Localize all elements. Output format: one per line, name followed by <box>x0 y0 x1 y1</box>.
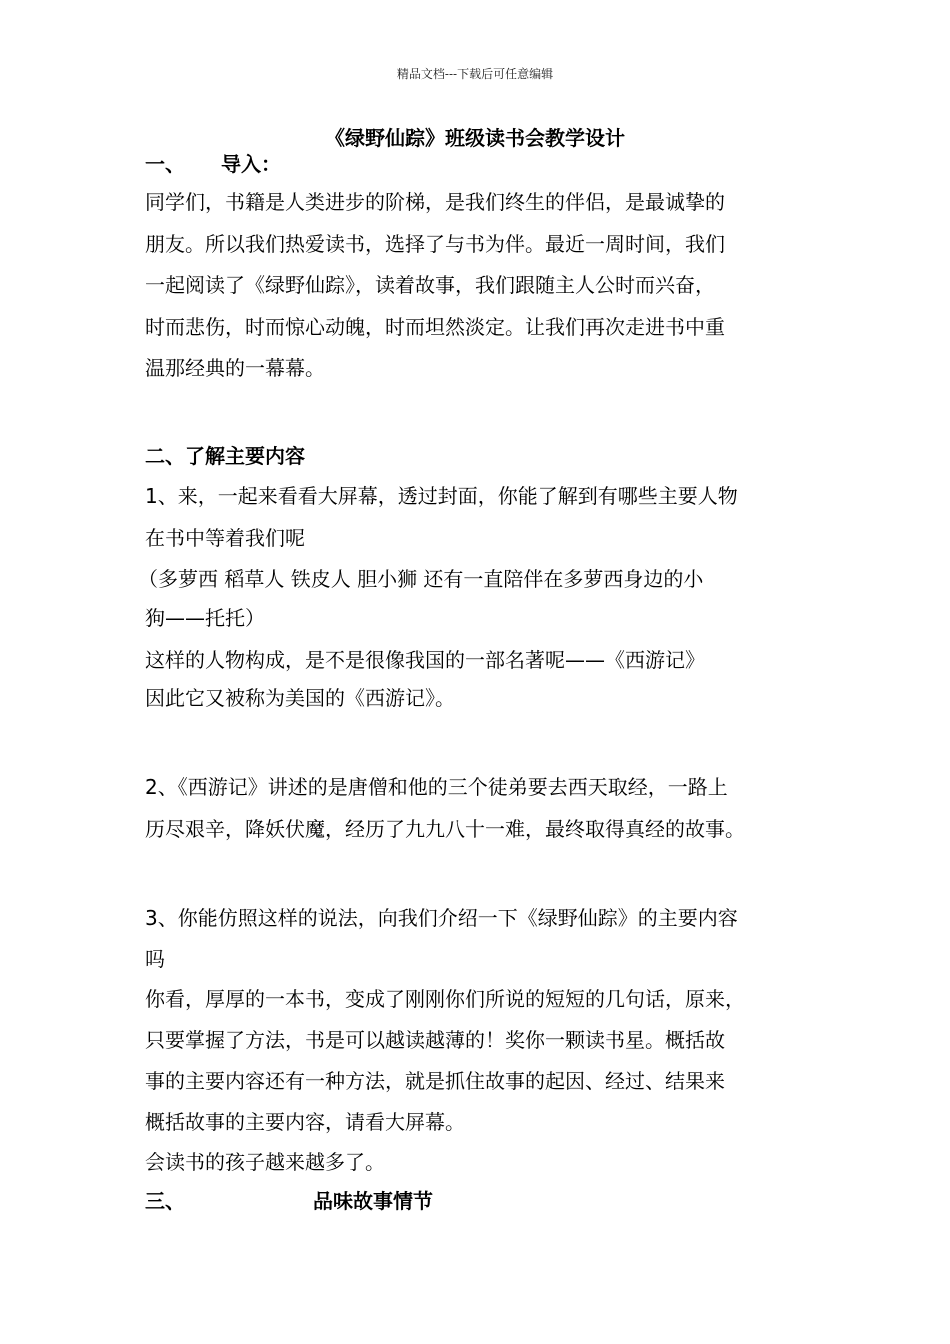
section-2-item-3-line: 事的主要内容还有一种方法，就是抓住故事的起因、经过、结果来 <box>145 1069 725 1093</box>
section-2-character-list-line: 狗——托托） <box>145 606 265 630</box>
section-1-paragraph-line: 同学们，书籍是人类进步的阶梯，是我们终生的伴侣，是最诚挚的 <box>145 190 725 214</box>
section-3-number: 三、 <box>145 1189 185 1213</box>
section-2-item-1-line: 1、来，一起来看看大屏幕，透过封面，你能了解到有哪些主要人物 <box>145 484 738 508</box>
section-2-item-3-line: 3、你能仿照这样的说法，向我们介绍一下《绿野仙踪》的主要内容 <box>145 906 738 930</box>
section-2-item-3-line: 会读书的孩子越来越多了。 <box>145 1150 385 1174</box>
document-title: 《绿野仙踪》班级读书会教学设计 <box>325 126 625 150</box>
section-2-item-2-line: 2、《西游记》讲述的是唐僧和他的三个徒弟要去西天取经，一路上 <box>145 775 728 799</box>
section-2-heading: 二、了解主要内容 <box>145 444 305 468</box>
section-2-item-3-line: 只要掌握了方法，书是可以越读越薄的！奖你一颗读书星。概括故 <box>145 1028 725 1052</box>
section-2-item-2-line: 历尽艰辛，降妖伏魔，经历了九九八十一难，最终取得真经的故事。 <box>145 817 745 841</box>
page-header-watermark: 精品文档---下载后可任意编辑 <box>396 67 554 81</box>
section-2-item-3-line: 吗 <box>145 947 165 971</box>
section-2-character-list-line: （多萝西 稻草人 铁皮人 胆小狮 还有一直陪伴在多萝西身边的小 <box>138 567 704 591</box>
section-1-paragraph-line: 时而悲伤，时而惊心动魄，时而坦然淡定。让我们再次走进书中重 <box>145 315 725 339</box>
section-1-title: 导入： <box>221 152 281 176</box>
section-1-number: 一、 <box>145 152 185 176</box>
section-1-paragraph-line: 朋友。所以我们热爱读书，选择了与书为伴。最近一周时间，我们 <box>145 232 725 256</box>
section-1-heading <box>145 150 281 178</box>
section-1-paragraph-line: 一起阅读了《绿野仙踪》，读着故事，我们跟随主人公时而兴奋， <box>145 273 715 297</box>
section-3-title: 品味故事情节 <box>313 1189 433 1213</box>
section-2-item-1-line: 在书中等着我们呢 <box>145 526 305 550</box>
section-2-item-1-line: 因此它又被称为美国的《西游记》。 <box>145 686 455 710</box>
section-2-item-3-line: 你看，厚厚的一本书，变成了刚刚你们所说的短短的几句话，原来， <box>145 987 745 1011</box>
section-3-heading <box>145 1187 433 1215</box>
section-1-paragraph-line: 温那经典的一幕幕。 <box>145 356 325 380</box>
section-2-item-3-line: 概括故事的主要内容，请看大屏幕。 <box>145 1110 465 1134</box>
section-2-item-1-line: 这样的人物构成，是不是很像我国的一部名著呢——《西游记》 <box>145 648 705 672</box>
